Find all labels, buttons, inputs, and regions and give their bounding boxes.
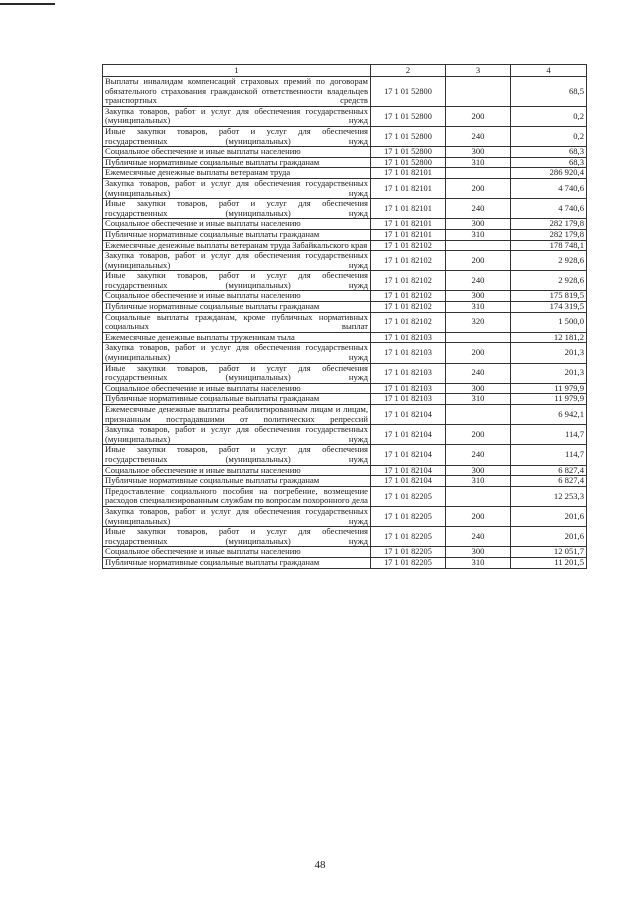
row-vr-cell: 240 [446, 126, 511, 146]
row-name-cell: Иные закупки товаров, работ и услуг для обеспечения государственных (муниципальных) нужд [103, 271, 371, 291]
table-row [103, 240, 587, 251]
col-header-name: 1 [103, 65, 371, 77]
col-header-sum: 4 [511, 65, 587, 77]
row-sum-cell: 201,6 [511, 506, 587, 526]
row-code-cell: 17 1 01 82101 [371, 199, 446, 219]
table-row [103, 229, 587, 240]
row-code-cell: 17 1 01 82103 [371, 343, 446, 363]
row-name-cell: Публичные нормативные социальные выплаты гражданам [103, 557, 371, 568]
row-vr-cell: 200 [446, 178, 511, 198]
table-row [103, 465, 587, 476]
table-row [103, 332, 587, 343]
row-vr-cell: 300 [446, 383, 511, 394]
col-header-code: 2 [371, 65, 446, 77]
row-code-cell: 17 1 01 82102 [371, 271, 446, 291]
row-sum-cell: 6 827,4 [511, 465, 587, 476]
row-code-cell: 17 1 01 82103 [371, 363, 446, 383]
table-row [103, 445, 587, 465]
row-sum-cell: 201,6 [511, 527, 587, 547]
row-vr-cell: 200 [446, 343, 511, 363]
table-row [103, 147, 587, 158]
row-name-cell: Закупка товаров, работ и услуг для обеспечения государственных (муниципальных) нужд [103, 106, 371, 126]
row-code-cell: 17 1 01 82102 [371, 240, 446, 251]
row-name-cell: Публичные нормативные социальные выплаты гражданам [103, 157, 371, 168]
row-vr-cell [446, 240, 511, 251]
row-code-cell: 17 1 01 82101 [371, 229, 446, 240]
row-sum-cell: 1 500,0 [511, 312, 587, 332]
row-code-cell: 17 1 01 82102 [371, 302, 446, 313]
table-row [103, 547, 587, 558]
row-vr-cell: 300 [446, 147, 511, 158]
row-name-cell: Социальное обеспечение и иные выплаты населению [103, 465, 371, 476]
row-name-cell: Социальное обеспечение и иные выплаты населению [103, 147, 371, 158]
row-code-cell: 17 1 01 52800 [371, 106, 446, 126]
row-vr-cell: 240 [446, 271, 511, 291]
table-row [103, 291, 587, 302]
row-sum-cell: 114,7 [511, 445, 587, 465]
row-name-cell: Иные закупки товаров, работ и услуг для обеспечения государственных (муниципальных) нужд [103, 126, 371, 146]
row-code-cell: 17 1 01 82104 [371, 465, 446, 476]
row-name-cell: Закупка товаров, работ и услуг для обеспечения государственных (муниципальных) нужд [103, 425, 371, 445]
row-sum-cell: 114,7 [511, 425, 587, 445]
row-code-cell: 17 1 01 82104 [371, 405, 446, 425]
row-code-cell: 17 1 01 82104 [371, 445, 446, 465]
row-name-cell: Закупка товаров, работ и услуг для обеспечения государственных (муниципальных) нужд [103, 343, 371, 363]
row-sum-cell: 12 253,3 [511, 486, 587, 506]
row-vr-cell: 240 [446, 445, 511, 465]
row-sum-cell: 282 179,8 [511, 219, 587, 230]
row-code-cell: 17 1 01 82102 [371, 291, 446, 302]
row-vr-cell: 300 [446, 219, 511, 230]
table-body [103, 77, 587, 569]
row-name-cell: Закупка товаров, работ и услуг для обеспечения государственных (муниципальных) нужд [103, 178, 371, 198]
row-sum-cell: 0,2 [511, 126, 587, 146]
row-code-cell: 17 1 01 82205 [371, 506, 446, 526]
row-sum-cell: 68,5 [511, 77, 587, 107]
row-code-cell: 17 1 01 82205 [371, 547, 446, 558]
row-code-cell: 17 1 01 82205 [371, 557, 446, 568]
col-header-vr: 3 [446, 65, 511, 77]
row-name-cell: Иные закупки товаров, работ и услуг для обеспечения государственных (муниципальных) нужд [103, 363, 371, 383]
row-vr-cell: 310 [446, 302, 511, 313]
table-row [103, 178, 587, 198]
row-vr-cell [446, 405, 511, 425]
row-sum-cell: 282 179,8 [511, 229, 587, 240]
row-sum-cell: 286 920,4 [511, 168, 587, 179]
row-name-cell: Закупка товаров, работ и услуг для обеспечения государственных (муниципальных) нужд [103, 251, 371, 271]
row-code-cell: 17 1 01 82103 [371, 332, 446, 343]
row-code-cell: 17 1 01 52800 [371, 126, 446, 146]
row-name-cell: Иные закупки товаров, работ и услуг для обеспечения государственных (муниципальных) нужд [103, 445, 371, 465]
row-name-cell: Иные закупки товаров, работ и услуг для обеспечения государственных (муниципальных) нужд [103, 527, 371, 547]
table-row [103, 425, 587, 445]
row-vr-cell: 310 [446, 557, 511, 568]
table-row [103, 506, 587, 526]
table-row [103, 199, 587, 219]
row-sum-cell: 0,2 [511, 106, 587, 126]
table-row [103, 312, 587, 332]
row-vr-cell: 300 [446, 291, 511, 302]
row-name-cell: Публичные нормативные социальные выплаты гражданам [103, 394, 371, 405]
row-name-cell: Социальное обеспечение и иные выплаты населению [103, 383, 371, 394]
row-vr-cell [446, 486, 511, 506]
row-code-cell: 17 1 01 82205 [371, 486, 446, 506]
row-name-cell: Ежемесячные денежные выплаты труженикам тыла [103, 332, 371, 343]
table-row [103, 251, 587, 271]
row-vr-cell: 200 [446, 106, 511, 126]
row-code-cell: 17 1 01 82102 [371, 312, 446, 332]
row-code-cell: 17 1 01 82205 [371, 527, 446, 547]
table-row [103, 106, 587, 126]
row-vr-cell: 200 [446, 425, 511, 445]
row-vr-cell: 240 [446, 363, 511, 383]
row-sum-cell: 201,3 [511, 363, 587, 383]
table-row [103, 557, 587, 568]
row-name-cell: Публичные нормативные социальные выплаты гражданам [103, 476, 371, 487]
row-sum-cell: 6 942,1 [511, 405, 587, 425]
row-name-cell: Выплаты инвалидам компенсаций страховых премий по договорам обязательного страхования гражданской ответственности владельцев транспортных средств [103, 77, 371, 107]
row-sum-cell: 68,3 [511, 157, 587, 168]
corner-mark [0, 3, 55, 5]
table-row [103, 343, 587, 363]
row-name-cell: Публичные нормативные социальные выплаты гражданам [103, 302, 371, 313]
row-vr-cell: 240 [446, 199, 511, 219]
table-row [103, 168, 587, 179]
row-sum-cell: 12 051,7 [511, 547, 587, 558]
table-row [103, 383, 587, 394]
row-code-cell: 17 1 01 52800 [371, 157, 446, 168]
table-row [103, 302, 587, 313]
row-vr-cell: 200 [446, 251, 511, 271]
row-vr-cell: 300 [446, 547, 511, 558]
row-vr-cell: 300 [446, 465, 511, 476]
row-vr-cell: 310 [446, 229, 511, 240]
table-row [103, 476, 587, 487]
row-sum-cell: 2 928,6 [511, 271, 587, 291]
table-row [103, 363, 587, 383]
row-name-cell: Иные закупки товаров, работ и услуг для обеспечения государственных (муниципальных) нужд [103, 199, 371, 219]
row-vr-cell: 310 [446, 157, 511, 168]
row-sum-cell: 12 181,2 [511, 332, 587, 343]
row-name-cell: Закупка товаров, работ и услуг для обеспечения государственных (муниципальных) нужд [103, 506, 371, 526]
row-code-cell: 17 1 01 82101 [371, 168, 446, 179]
row-vr-cell: 320 [446, 312, 511, 332]
table-row [103, 486, 587, 506]
row-vr-cell [446, 168, 511, 179]
row-sum-cell: 178 748,1 [511, 240, 587, 251]
row-sum-cell: 4 740,6 [511, 178, 587, 198]
row-sum-cell: 11 201,5 [511, 557, 587, 568]
row-name-cell: Социальное обеспечение и иные выплаты населению [103, 547, 371, 558]
row-name-cell: Публичные нормативные социальные выплаты гражданам [103, 229, 371, 240]
row-code-cell: 17 1 01 52800 [371, 147, 446, 158]
row-code-cell: 17 1 01 82101 [371, 178, 446, 198]
row-name-cell: Ежемесячные денежные выплаты ветеранам труда Забайкальского края [103, 240, 371, 251]
row-code-cell: 17 1 01 82103 [371, 394, 446, 405]
row-sum-cell: 174 319,5 [511, 302, 587, 313]
table-row [103, 405, 587, 425]
row-vr-cell [446, 332, 511, 343]
table-row [103, 77, 587, 107]
row-name-cell: Предоставление социального пособия на погребение, возмещение расходов специализированным службам по вопросам похоронного дела [103, 486, 371, 506]
budget-table [102, 64, 587, 569]
row-code-cell: 17 1 01 82104 [371, 425, 446, 445]
row-vr-cell [446, 77, 511, 107]
header-row [103, 65, 587, 77]
row-code-cell: 17 1 01 82102 [371, 251, 446, 271]
row-name-cell: Социальное обеспечение и иные выплаты населению [103, 219, 371, 230]
row-vr-cell: 240 [446, 527, 511, 547]
row-vr-cell: 310 [446, 476, 511, 487]
row-sum-cell: 6 827,4 [511, 476, 587, 487]
row-sum-cell: 175 819,5 [511, 291, 587, 302]
row-code-cell: 17 1 01 82103 [371, 383, 446, 394]
row-name-cell: Социальное обеспечение и иные выплаты населению [103, 291, 371, 302]
row-sum-cell: 68,3 [511, 147, 587, 158]
row-sum-cell: 4 740,6 [511, 199, 587, 219]
row-sum-cell: 201,3 [511, 343, 587, 363]
table-row [103, 219, 587, 230]
table-row [103, 157, 587, 168]
row-vr-cell: 200 [446, 506, 511, 526]
table-row [103, 126, 587, 146]
row-sum-cell: 11 979,9 [511, 394, 587, 405]
row-code-cell: 17 1 01 82101 [371, 219, 446, 230]
row-code-cell: 17 1 01 52800 [371, 77, 446, 107]
page-number: 48 [314, 859, 326, 871]
table-row [103, 394, 587, 405]
row-vr-cell: 310 [446, 394, 511, 405]
table-row [103, 271, 587, 291]
table-row [103, 527, 587, 547]
row-name-cell: Ежемесячные денежные выплаты ветеранам труда [103, 168, 371, 179]
row-sum-cell: 2 928,6 [511, 251, 587, 271]
row-name-cell: Ежемесячные денежные выплаты реабилитированным лицам и лицам, признанным пострадавшими от политических репрессий [103, 405, 371, 425]
row-name-cell: Социальные выплаты гражданам, кроме публичных нормативных социальных выплат [103, 312, 371, 332]
row-sum-cell: 11 979,9 [511, 383, 587, 394]
row-code-cell: 17 1 01 82104 [371, 476, 446, 487]
